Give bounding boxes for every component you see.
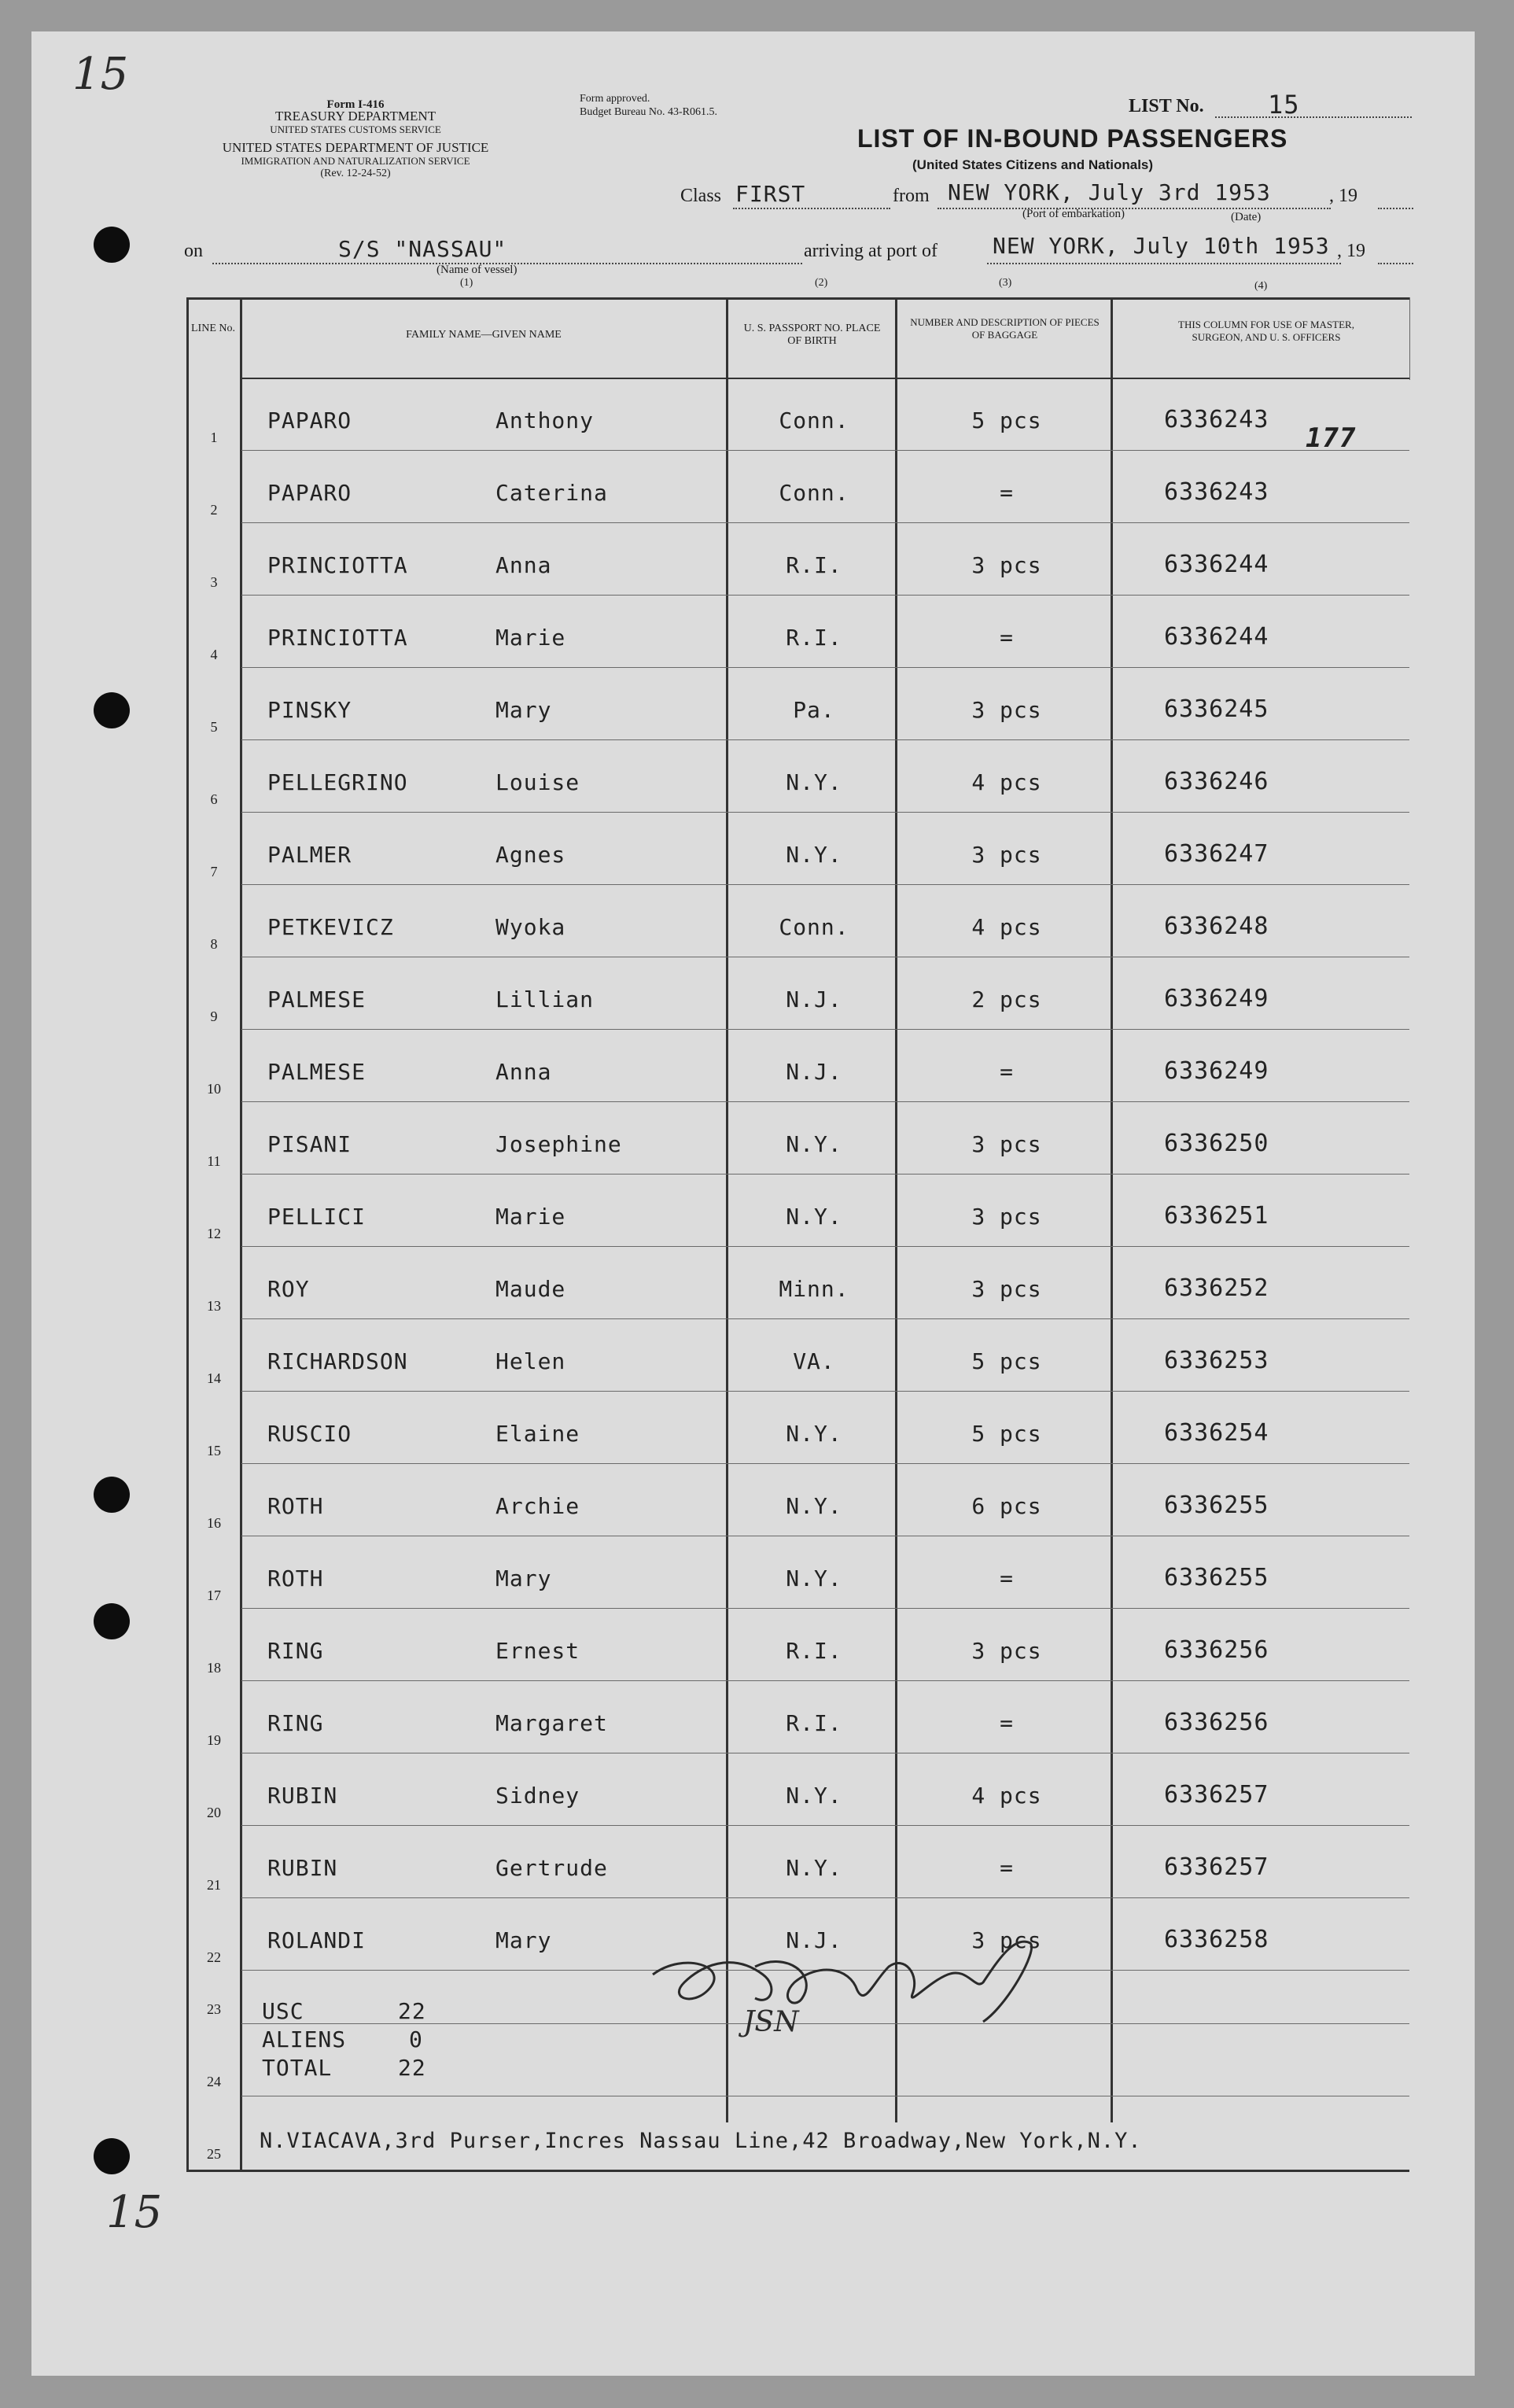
given-name: Ernest [495,1638,580,1664]
table-row [241,595,1409,596]
place-of-birth: N.Y. [786,1783,842,1809]
place-of-birth: R.I. [786,625,842,651]
col-header-line: LINE No. [191,323,235,334]
baggage-count: 3 pcs [971,697,1042,723]
line-number: 21 [207,1877,221,1893]
table-row [241,522,1409,523]
passport-number: 6336248 [1164,913,1269,940]
given-name: Wyoka [495,914,566,940]
family-name: RICHARDSON [267,1348,408,1374]
passport-number: 6336255 [1164,1492,1269,1519]
family-name: ROTH [267,1565,324,1591]
family-name: ROLANDI [267,1927,367,1953]
col-header-passport: U. S. PASSPORT NO. PLACE OF BIRTH [743,323,881,347]
col-ref-1: (1) [460,277,473,289]
given-name: Sidney [495,1783,580,1809]
baggage-count: 3 pcs [971,842,1042,868]
family-name: ROY [267,1276,310,1302]
margin-mark-bottom: 15 [106,2187,163,2238]
given-name: Marie [495,1204,566,1230]
line-number: 8 [210,936,218,952]
passport-number: 6336246 [1164,768,1269,795]
year-suffix-1: , 19 [1329,186,1357,206]
line-number: 19 [207,1732,221,1748]
baggage-count: = [1000,1059,1014,1085]
from-label: from [893,186,930,206]
family-name: PAPARO [267,407,352,433]
baggage-count: 5 pcs [971,1421,1042,1447]
table-row [241,1897,1409,1898]
table-row [241,1680,1409,1681]
line-number: 17 [207,1588,221,1603]
binder-hole [94,2138,130,2174]
family-name: PINSKY [267,697,352,723]
passport-number: 6336244 [1164,623,1269,651]
family-name: PRINCIOTTA [267,552,408,578]
family-name: PELLICI [267,1204,367,1230]
given-name: Josephine [495,1131,622,1157]
passport-number: 6336245 [1164,695,1269,723]
given-name: Elaine [495,1421,580,1447]
passport-number: 6336256 [1164,1709,1269,1736]
handwritten-initials: JSN [743,2006,799,2038]
passport-number: 6336252 [1164,1274,1269,1302]
family-name: PALMESE [267,1059,367,1085]
binder-hole [94,692,130,728]
place-of-birth: N.Y. [786,1421,842,1447]
year-line-2 [1378,263,1413,264]
passport-number: 6336254 [1164,1419,1269,1447]
family-name: RING [267,1638,324,1664]
line-number: 9 [210,1009,218,1024]
baggage-count: 3 pcs [971,1131,1042,1157]
place-of-birth: R.I. [786,1638,842,1664]
line-number: 1 [210,430,218,445]
line-number-23: 23 [207,2001,221,2017]
class-value: FIRST [735,181,806,207]
total-count: 22 [398,2055,426,2081]
passport-number: 6336251 [1164,1202,1269,1230]
passport-number: 6336244 [1164,551,1269,578]
margin-tally: 177 [1306,422,1357,454]
family-name: PAPARO [267,480,352,506]
line-number: 14 [207,1370,221,1386]
passport-number: 6336253 [1164,1347,1269,1374]
baggage-count: 5 pcs [971,407,1042,433]
line-number: 15 [207,1443,221,1458]
given-name: Maude [495,1276,566,1302]
given-name: Lillian [495,986,595,1012]
passport-number: 6336257 [1164,1781,1269,1809]
baggage-count: 4 pcs [971,914,1042,940]
given-name: Marie [495,625,566,651]
given-name: Caterina [495,480,608,506]
baggage-count: 3 pcs [971,552,1042,578]
passport-number: 6336258 [1164,1926,1269,1953]
baggage-count: = [1000,480,1014,506]
margin-mark-top: 15 [72,49,129,100]
line-number: 16 [207,1515,221,1531]
officer-signature [637,1919,1046,2030]
family-name: PISANI [267,1131,352,1157]
place-of-birth: N.Y. [786,1131,842,1157]
baggage-count: 3 pcs [971,1276,1042,1302]
line-number: 11 [207,1153,221,1169]
family-name: PETKEVICZ [267,914,394,940]
line-number-25: 25 [207,2146,221,2162]
line-number: 13 [207,1298,221,1314]
ins-service: IMMIGRATION AND NATURALIZATION SERVICE [241,155,470,167]
family-name: RUBIN [267,1783,338,1809]
purser-declaration: N.VIACAVA,3rd Purser,Incres Nassau Line,42 Broadway,New York,N.Y. [260,2129,1142,2153]
col-header-baggage: NUMBER AND DESCRIPTION OF PIECES OF BAGGAGE [910,316,1100,341]
total-label: TOTAL [262,2055,333,2081]
place-of-birth: N.Y. [786,1493,842,1519]
form-revision: (Rev. 12-24-52) [320,168,391,179]
place-of-birth: N.Y. [786,1855,842,1881]
line-number: 22 [207,1949,221,1965]
baggage-count: 3 pcs [971,1638,1042,1664]
date-caption: (Date) [1231,211,1262,223]
place-of-birth: R.I. [786,1710,842,1736]
baggage-count: 3 pcs [971,1927,1042,1953]
class-label: Class [680,186,722,206]
baggage-count: = [1000,1710,1014,1736]
line-number: 18 [207,1660,221,1676]
passport-number: 6336243 [1164,406,1269,433]
table-row [241,1825,1409,1826]
place-of-birth: Pa. [793,697,835,723]
given-name: Mary [495,1927,552,1953]
embarkation-value: NEW YORK, July 3rd 1953 [948,179,1271,205]
place-of-birth: R.I. [786,552,842,578]
on-label: on [184,241,203,261]
baggage-count: = [1000,1855,1014,1881]
usc-count: 22 [398,1998,426,2024]
table-row [241,1391,1409,1392]
given-name: Agnes [495,842,566,868]
class-line [733,208,890,209]
page-title: LIST OF IN-BOUND PASSENGERS [857,124,1288,153]
place-of-birth: N.Y. [786,1565,842,1591]
place-of-birth: N.J. [786,986,842,1012]
form-approved: Form approved. [580,93,650,105]
family-name: RING [267,1710,324,1736]
line-number: 20 [207,1805,221,1820]
baggage-count: 6 pcs [971,1493,1042,1519]
table-row [241,739,1409,740]
baggage-count: 3 pcs [971,1204,1042,1230]
place-of-birth: Conn. [779,914,849,940]
usc-label: USC [262,1998,304,2024]
place-of-birth: N.J. [786,1927,842,1953]
year-suffix-2: , 19 [1337,241,1365,261]
given-name: Margaret [495,1710,608,1736]
family-name: PELLEGRINO [267,769,408,795]
list-label: LIST No. [1129,96,1204,116]
given-name: Gertrude [495,1855,608,1881]
given-name: Mary [495,1565,552,1591]
passport-number: 6336247 [1164,840,1269,868]
given-name: Anna [495,552,552,578]
binder-hole [94,1477,130,1513]
place-of-birth: N.Y. [786,842,842,868]
given-name: Helen [495,1348,566,1374]
col-ref-3: (3) [999,277,1012,289]
table-row [241,1101,1409,1102]
line-number: 2 [210,502,218,518]
baggage-count: 2 pcs [971,986,1042,1012]
passport-number: 6336255 [1164,1564,1269,1591]
binder-hole [94,227,130,263]
embarkation-caption: (Port of embarkation) [1022,208,1125,220]
binder-hole [94,1603,130,1639]
aliens-count: 0 [409,2026,423,2052]
place-of-birth: N.Y. [786,1204,842,1230]
arriving-label: arriving at port of [804,241,938,261]
given-name: Anthony [495,407,595,433]
budget-bureau: Budget Bureau No. 43-R061.5. [580,106,717,118]
baggage-count: = [1000,1565,1014,1591]
page-subtitle: (United States Citizens and Nationals) [912,157,1154,172]
place-of-birth: N.J. [786,1059,842,1085]
given-name: Anna [495,1059,552,1085]
baggage-count: = [1000,625,1014,651]
line-number: 7 [210,864,218,879]
col-ref-4: (4) [1254,280,1268,292]
aliens-label: ALIENS [262,2026,347,2052]
vessel-caption: (Name of vessel) [437,264,518,276]
arrival-line [987,263,1341,264]
family-name: PALMER [267,842,352,868]
line-number: 12 [207,1226,221,1241]
line-number: 6 [210,791,218,807]
table-row [241,1246,1409,1247]
family-name: RUBIN [267,1855,338,1881]
table-row [241,667,1409,668]
family-name: ROTH [267,1493,324,1519]
place-of-birth: VA. [793,1348,835,1374]
customs-service: UNITED STATES CUSTOMS SERVICE [270,124,441,135]
passport-number: 6336243 [1164,478,1269,506]
table-row [241,884,1409,885]
passport-number: 6336250 [1164,1130,1269,1157]
form-number: Form I-416 [326,98,385,111]
col-header-name: FAMILY NAME—GIVEN NAME [406,329,562,341]
table-row [241,1318,1409,1319]
justice-dept: UNITED STATES DEPARTMENT OF JUSTICE [222,140,489,155]
passport-number: 6336249 [1164,1057,1269,1085]
line-number: 3 [210,574,218,590]
table-row [241,812,1409,813]
family-name: PRINCIOTTA [267,625,408,651]
baggage-count: 4 pcs [971,769,1042,795]
family-name: RUSCIO [267,1421,352,1447]
given-name: Archie [495,1493,580,1519]
vessel-name: S/S "NASSAU" [338,236,507,262]
place-of-birth: Minn. [779,1276,849,1302]
passport-number: 6336256 [1164,1636,1269,1664]
arrival-value: NEW YORK, July 10th 1953 [993,233,1330,259]
col-header-officers: THIS COLUMN FOR USE OF MASTER, SURGEON, AND U. S. OFFICERS [1178,319,1354,343]
list-no-line [1215,116,1412,118]
place-of-birth: Conn. [779,407,849,433]
table-row [241,1029,1409,1030]
list-number: 15 [1268,90,1300,120]
baggage-count: 4 pcs [971,1783,1042,1809]
place-of-birth: N.Y. [786,769,842,795]
line-number-24: 24 [207,2074,221,2089]
table-row [241,1463,1409,1464]
given-name: Mary [495,697,552,723]
line-number: 5 [210,719,218,735]
table-row [241,450,1409,451]
line-number: 4 [210,647,218,662]
place-of-birth: Conn. [779,480,849,506]
passport-number: 6336249 [1164,985,1269,1012]
year-line-1 [1378,208,1413,209]
family-name: PALMESE [267,986,367,1012]
col-ref-2: (2) [815,277,828,289]
passport-number: 6336257 [1164,1853,1269,1881]
line-number: 10 [207,1081,221,1097]
treasury-dept: TREASURY DEPARTMENT [274,109,437,124]
baggage-count: 5 pcs [971,1348,1042,1374]
given-name: Louise [495,769,580,795]
from-line [938,208,1331,209]
table-row [241,1608,1409,1609]
